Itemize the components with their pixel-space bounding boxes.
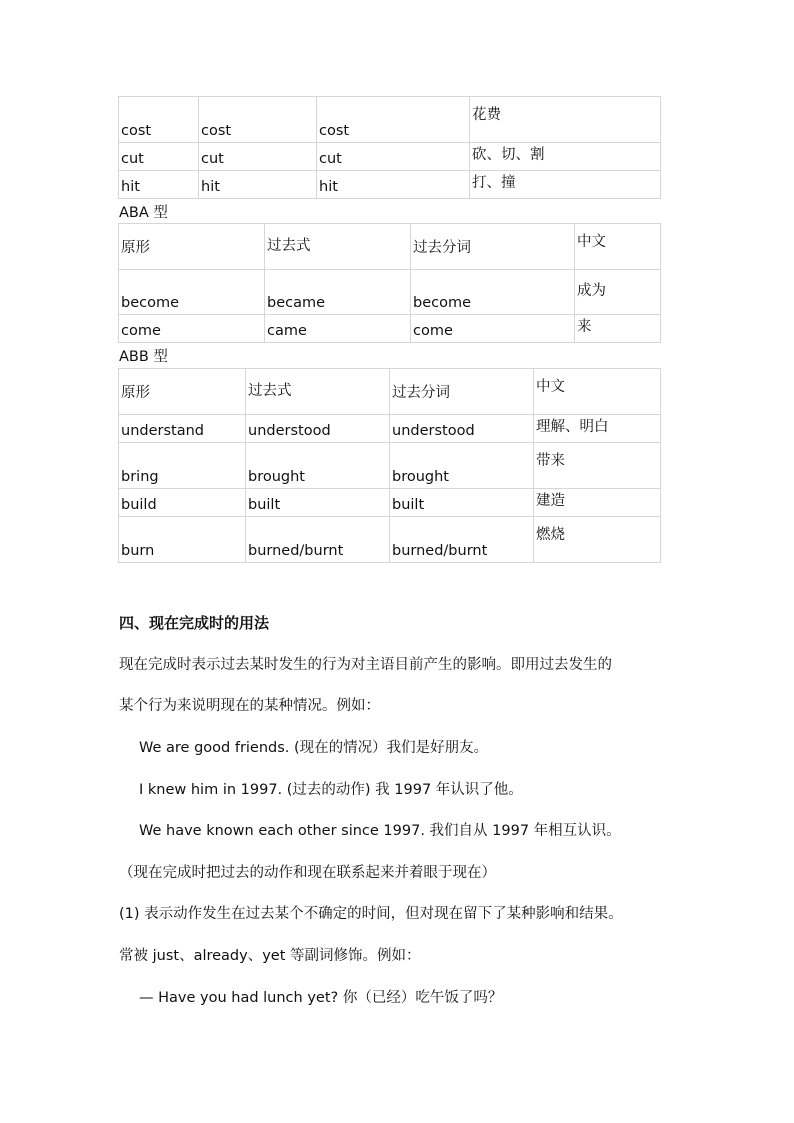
example-sentence-3: We have known each other since 1997. 我们自从 1997 年相互认识。	[139, 823, 621, 839]
table-row	[119, 443, 661, 489]
table-cell: become	[119, 270, 265, 315]
table-row	[119, 517, 661, 563]
column-header: 中文	[575, 224, 661, 270]
table-cell: 来	[575, 315, 661, 343]
table-cell: come	[119, 315, 265, 343]
usage-point-1-line-1: (1) 表示动作发生在过去某个不确定的时间，但对现在留下了某种影响和结果。	[119, 906, 623, 922]
column-header: 过去式	[265, 224, 411, 270]
column-header: 过去分词	[411, 224, 575, 270]
table-cell: understand	[119, 415, 246, 443]
verb-table-aaa	[118, 96, 661, 199]
table-cell: built	[390, 489, 534, 517]
table-cell: built	[246, 489, 390, 517]
column-header: 原形	[119, 369, 246, 415]
table-row	[119, 415, 661, 443]
table-cell: became	[265, 270, 411, 315]
column-header: 过去式	[246, 369, 390, 415]
usage-note: （现在完成时把过去的动作和现在联系起来并着眼于现在）	[119, 865, 496, 881]
table-cell: cut	[317, 143, 470, 171]
verb-table-abb	[118, 368, 661, 563]
table-header-row	[119, 224, 661, 270]
table-cell: brought	[390, 443, 534, 489]
aba-type-label: ABA 型	[119, 205, 168, 221]
table-cell: build	[119, 489, 246, 517]
table-row	[119, 270, 661, 315]
table-cell: hit	[119, 171, 199, 199]
table-cell: 理解、明白	[534, 415, 661, 443]
table-cell: 花费	[470, 97, 661, 143]
table-cell: cut	[119, 143, 199, 171]
table-header-row	[119, 369, 661, 415]
table-cell: burned/burnt	[246, 517, 390, 563]
intro-line-2: 某个行为来说明现在的某种情况。例如：	[119, 698, 380, 714]
table-row	[119, 143, 661, 171]
table-row	[119, 97, 661, 143]
table-cell: came	[265, 315, 411, 343]
table-cell: burned/burnt	[390, 517, 534, 563]
table-row	[119, 315, 661, 343]
table-cell: bring	[119, 443, 246, 489]
table-row	[119, 171, 661, 199]
table-cell: cost	[199, 97, 317, 143]
table-cell: hit	[199, 171, 317, 199]
table-cell: cut	[199, 143, 317, 171]
verb-table-aba	[118, 223, 661, 343]
table-cell: burn	[119, 517, 246, 563]
table-cell: 成为	[575, 270, 661, 315]
table-cell: understood	[246, 415, 390, 443]
example-sentence-2: I knew him in 1997. (过去的动作) 我 1997 年认识了他。	[139, 782, 523, 798]
table-cell: 燃烧	[534, 517, 661, 563]
table-cell: 建造	[534, 489, 661, 517]
section-heading: 四、现在完成时的用法	[119, 614, 270, 632]
table-cell: cost	[119, 97, 199, 143]
column-header: 过去分词	[390, 369, 534, 415]
table-cell: 打、撞	[470, 171, 661, 199]
table-cell: brought	[246, 443, 390, 489]
column-header: 原形	[119, 224, 265, 270]
table-cell: become	[411, 270, 575, 315]
table-cell: 砍、切、割	[470, 143, 661, 171]
table-cell: cost	[317, 97, 470, 143]
table-cell: 带来	[534, 443, 661, 489]
table-cell: come	[411, 315, 575, 343]
intro-line-1: 现在完成时表示过去某时发生的行为对主语目前产生的影响。即用过去发生的	[119, 657, 612, 673]
table-row	[119, 489, 661, 517]
column-header: 中文	[534, 369, 661, 415]
abb-type-label: ABB 型	[119, 349, 168, 365]
table-cell: hit	[317, 171, 470, 199]
example-sentence-4: — Have you had lunch yet? 你（已经）吃午饭了吗？	[139, 990, 503, 1006]
usage-point-1-line-2: 常被 just、already、yet 等副词修饰。例如：	[119, 948, 421, 964]
example-sentence-1: We are good friends. (现在的情况）我们是好朋友。	[139, 740, 489, 756]
table-cell: understood	[390, 415, 534, 443]
